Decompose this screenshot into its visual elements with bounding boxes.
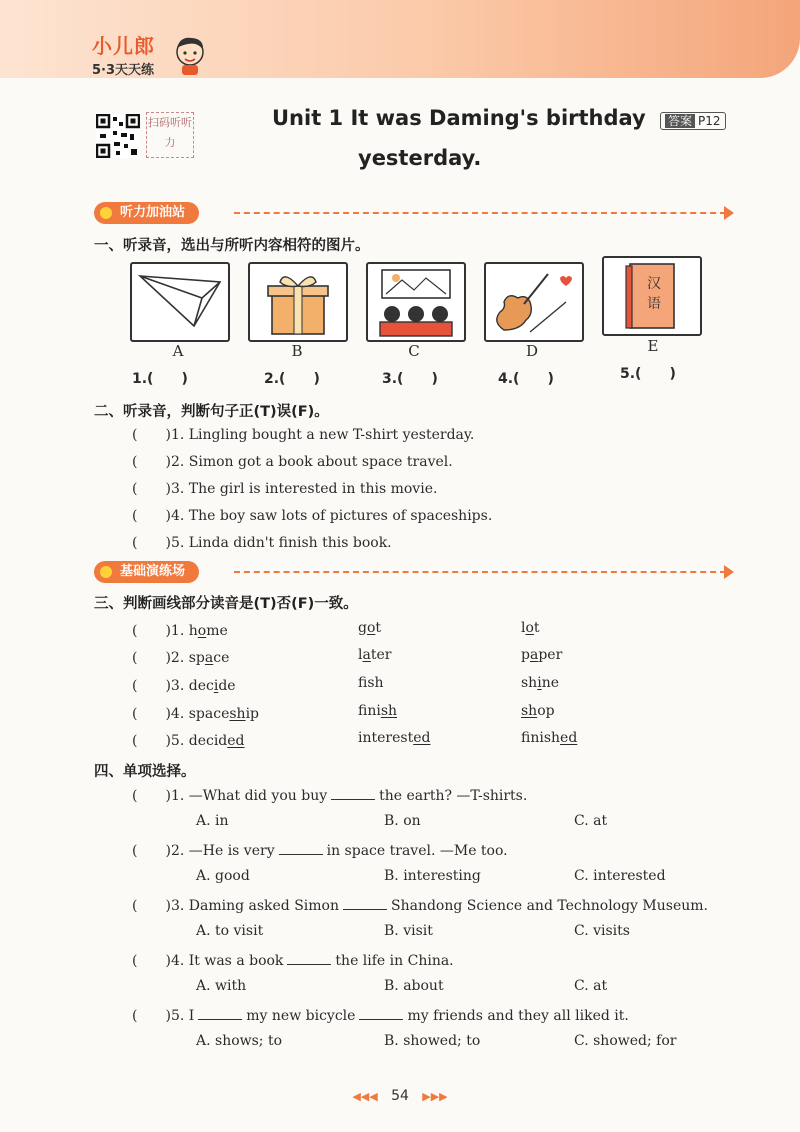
word-part: l bbox=[521, 620, 526, 636]
book-char-2: 语 bbox=[647, 296, 661, 312]
question-text: in space travel. —Me too. bbox=[326, 843, 508, 859]
picture-label-e: E bbox=[647, 337, 659, 355]
divider bbox=[234, 212, 726, 214]
divider bbox=[234, 571, 726, 573]
q3-row[interactable]: ( )5. decided bbox=[132, 733, 245, 749]
picture-a-paper-plane bbox=[130, 262, 230, 342]
option-c[interactable]: C. visits bbox=[574, 923, 630, 939]
question-text: my friends and they all liked it. bbox=[407, 1008, 629, 1024]
q3-word-c-text bbox=[521, 703, 555, 719]
underlined-part: i bbox=[537, 675, 542, 691]
q3-word-c-text bbox=[521, 675, 559, 691]
word-part: t bbox=[533, 620, 540, 636]
arrow-right-icon bbox=[724, 206, 734, 220]
question-text: 2. —He is very bbox=[170, 843, 275, 859]
underlined-part: o bbox=[197, 623, 207, 639]
answer-page-badge bbox=[660, 112, 726, 130]
picture-e-chinese-book bbox=[602, 256, 702, 336]
word-part: ne bbox=[541, 675, 559, 691]
q3-word-b-text bbox=[358, 703, 397, 719]
option-a[interactable]: A. shows; to bbox=[196, 1033, 283, 1049]
q3-row[interactable]: ( )4. spaceship bbox=[132, 706, 260, 722]
q2-item[interactable]: ( )3. The girl is interested in this movie. bbox=[132, 481, 438, 497]
option-a[interactable]: A. with bbox=[196, 978, 247, 994]
underlined-part: i bbox=[213, 678, 219, 694]
q2-item-text: 2. Simon got a book about space travel. bbox=[170, 454, 453, 470]
word-part: p bbox=[521, 647, 530, 663]
q3-word-a bbox=[189, 650, 230, 666]
q2-item[interactable]: ( )4. The boy saw lots of pictures of spaceships. bbox=[132, 508, 493, 524]
question-text: 1. —What did you buy bbox=[170, 788, 328, 804]
q3-word-a bbox=[189, 623, 228, 639]
mascot-icon bbox=[170, 34, 210, 76]
answer-blank[interactable] bbox=[279, 854, 323, 855]
q3-word-c bbox=[521, 647, 562, 663]
picture-d-violin bbox=[484, 262, 584, 342]
logo-subtitle: 5·3天天练 bbox=[92, 63, 155, 78]
word-part: space bbox=[188, 706, 230, 722]
word-part: fini bbox=[358, 703, 381, 719]
book-char-1: 汉 bbox=[647, 276, 661, 292]
q3-word-b bbox=[358, 620, 381, 636]
q3-word-c bbox=[521, 620, 540, 636]
scan-to-listen-label: 扫码听听力 bbox=[146, 112, 194, 158]
next-arrows-icon: ▶▶▶ bbox=[422, 1090, 448, 1103]
picture-label-a: A bbox=[172, 342, 184, 360]
underlined-part: sh bbox=[229, 706, 246, 722]
q1-answer-3[interactable]: 3.( ) bbox=[382, 371, 438, 387]
option-c[interactable]: C. at bbox=[574, 813, 608, 829]
q4-question[interactable]: ( )2. —He is very in space travel. —Me too. bbox=[132, 843, 508, 859]
word-part: ce bbox=[213, 650, 230, 666]
q3-word-b-text bbox=[358, 647, 391, 663]
word-part: sp bbox=[188, 650, 205, 666]
q1-heading: 一、听录音，选出与所听内容相符的图片。 bbox=[94, 238, 370, 254]
option-a[interactable]: A. to visit bbox=[196, 923, 264, 939]
arrow-right-icon bbox=[724, 565, 734, 579]
q3-row[interactable]: ( )3. decide bbox=[132, 678, 236, 694]
word-part: interest bbox=[358, 730, 414, 746]
q4-question[interactable]: ( )1. —What did you buy the earth? —T-shirts. bbox=[132, 788, 528, 804]
brand-logo bbox=[92, 30, 155, 78]
q3-word-c bbox=[521, 703, 555, 719]
section-listening-bar bbox=[94, 202, 734, 224]
option-c[interactable]: C. showed; for bbox=[574, 1033, 677, 1049]
word-part: t bbox=[375, 620, 382, 636]
answer-page: P12 bbox=[698, 114, 721, 128]
answer-blank[interactable] bbox=[343, 909, 387, 910]
word-part: h bbox=[188, 623, 198, 639]
option-c[interactable]: C. at bbox=[574, 978, 608, 994]
q3-word-a bbox=[189, 706, 259, 722]
q2-item-text: 4. The boy saw lots of pictures of spaceships. bbox=[170, 508, 493, 524]
q3-row[interactable]: ( )2. space bbox=[132, 650, 230, 666]
picture-label-c: C bbox=[408, 342, 420, 360]
q1-answer-2[interactable]: 2.( ) bbox=[264, 371, 320, 387]
q2-heading: 二、听录音，判断句子正(T)误(F)。 bbox=[94, 404, 329, 420]
option-c[interactable]: C. interested bbox=[574, 868, 666, 884]
underlined-part: ed bbox=[227, 733, 245, 749]
prev-arrows-icon: ◀◀◀ bbox=[352, 1090, 378, 1103]
word-part: de bbox=[218, 678, 236, 694]
q3-word-b-text bbox=[358, 675, 384, 691]
question-text: the life in China. bbox=[335, 953, 454, 969]
q2-item[interactable]: ( )2. Simon got a book about space travel. bbox=[132, 454, 453, 470]
violin-icon bbox=[486, 264, 582, 340]
q1-answer-1[interactable]: 1.( ) bbox=[132, 371, 188, 387]
qr-code-icon[interactable] bbox=[96, 114, 140, 158]
picture-c-cinema bbox=[366, 262, 466, 342]
q4-heading: 四、单项选择。 bbox=[94, 764, 196, 780]
q2-item-text: 5. Linda didn't finish this book. bbox=[170, 535, 392, 551]
q3-word-b bbox=[358, 703, 397, 719]
underlined-part: a bbox=[204, 650, 214, 666]
q3-word-a bbox=[189, 678, 236, 694]
section-basics-label: 基础演练场 bbox=[94, 561, 199, 583]
answer-blank[interactable] bbox=[287, 964, 331, 965]
option-b[interactable]: B. showed; to bbox=[384, 1033, 481, 1049]
gift-box-icon bbox=[250, 264, 346, 340]
page-footer bbox=[0, 1088, 800, 1104]
picture-label-d: D bbox=[525, 342, 539, 360]
word-part: f bbox=[358, 675, 368, 691]
word-part: ip bbox=[245, 706, 260, 722]
section-listening-label: 听力加油站 bbox=[94, 202, 199, 224]
option-b[interactable]: B. visit bbox=[384, 923, 433, 939]
q2-item[interactable]: ( )1. Lingling bought a new T-shirt yesterday. bbox=[132, 427, 475, 443]
option-a[interactable]: A. good bbox=[196, 868, 250, 884]
question-text: 3. Daming asked Simon bbox=[170, 898, 339, 914]
section-basics-bar bbox=[94, 561, 734, 583]
underlined-part: a bbox=[362, 647, 371, 663]
picture-b-gift-box bbox=[248, 262, 348, 342]
answer-blank[interactable] bbox=[331, 799, 375, 800]
q3-word-b-text bbox=[358, 620, 381, 636]
underlined-part: a bbox=[529, 647, 539, 663]
answer-label: 答案 bbox=[665, 114, 695, 128]
underlined-part: o bbox=[525, 620, 534, 636]
underlined-part: sh bbox=[380, 703, 398, 719]
q4-question[interactable]: ( )5. I my new bicycle my friends and they all liked it. bbox=[132, 1008, 629, 1024]
q2-item-text: 1. Lingling bought a new T-shirt yesterday. bbox=[170, 427, 475, 443]
q3-word-c-text bbox=[521, 647, 562, 663]
cinema-icon bbox=[368, 264, 464, 340]
q3-heading: 三、判断画线部分读音是(T)否(F)一致。 bbox=[94, 596, 358, 612]
word-part: finish bbox=[521, 730, 561, 746]
underlined-part: ed bbox=[413, 730, 431, 746]
word-part: dec bbox=[188, 678, 214, 694]
picture-label-b: B bbox=[291, 342, 303, 360]
underlined-part: o bbox=[366, 620, 376, 636]
question-text: 4. It was a book bbox=[170, 953, 284, 969]
q2-item-text: 3. The girl is interested in this movie. bbox=[170, 481, 438, 497]
word-part: ter bbox=[370, 647, 392, 663]
word-part: per bbox=[538, 647, 563, 663]
word-part: sh bbox=[521, 675, 538, 691]
q3-word-c-text bbox=[521, 620, 540, 636]
q3-word-c bbox=[521, 730, 577, 746]
q3-word-b-text bbox=[358, 730, 430, 746]
q3-word-b bbox=[358, 675, 384, 691]
q3-row[interactable]: ( )1. home bbox=[132, 623, 228, 639]
option-a[interactable]: A. in bbox=[196, 813, 229, 829]
word-part: sh bbox=[367, 675, 384, 691]
logo-title: 小儿郎 bbox=[92, 34, 155, 58]
q3-word-c bbox=[521, 675, 559, 691]
word-part: l bbox=[358, 647, 363, 663]
chinese-book-icon bbox=[604, 258, 700, 334]
q4-question[interactable]: ( )4. It was a book the life in China. bbox=[132, 953, 454, 969]
q2-item[interactable]: ( )5. Linda didn't finish this book. bbox=[132, 535, 392, 551]
q1-answer-5[interactable]: 5.( ) bbox=[620, 366, 676, 382]
option-b[interactable]: B. interesting bbox=[384, 868, 481, 884]
q3-word-c-text bbox=[521, 730, 577, 746]
option-b[interactable]: B. on bbox=[384, 813, 421, 829]
word-part: g bbox=[358, 620, 367, 636]
word-part: decid bbox=[188, 733, 228, 749]
q3-word-b bbox=[358, 647, 391, 663]
question-text: 5. I bbox=[170, 1008, 195, 1024]
answer-blank[interactable] bbox=[198, 1019, 242, 1020]
unit-title: Unit 1 It was Daming's birthday bbox=[272, 106, 646, 130]
question-text: the earth? —T-shirts. bbox=[379, 788, 528, 804]
page-number: 54 bbox=[391, 1088, 409, 1104]
q1-answer-4[interactable]: 4.( ) bbox=[498, 371, 554, 387]
question-text: my new bicycle bbox=[246, 1008, 356, 1024]
underlined-part: sh bbox=[521, 703, 538, 719]
word-part: me bbox=[206, 623, 228, 639]
underlined-part: ed bbox=[560, 730, 578, 746]
question-text: Shandong Science and Technology Museum. bbox=[391, 898, 708, 914]
q4-question[interactable]: ( )3. Daming asked Simon Shandong Science and Technology Museum. bbox=[132, 898, 708, 914]
q3-word-a bbox=[189, 733, 245, 749]
q3-word-b bbox=[358, 730, 430, 746]
option-b[interactable]: B. about bbox=[384, 978, 444, 994]
answer-blank[interactable] bbox=[359, 1019, 403, 1020]
unit-title-continued: yesterday. bbox=[358, 146, 482, 170]
paper-plane-icon bbox=[132, 264, 228, 340]
word-part: op bbox=[537, 703, 555, 719]
